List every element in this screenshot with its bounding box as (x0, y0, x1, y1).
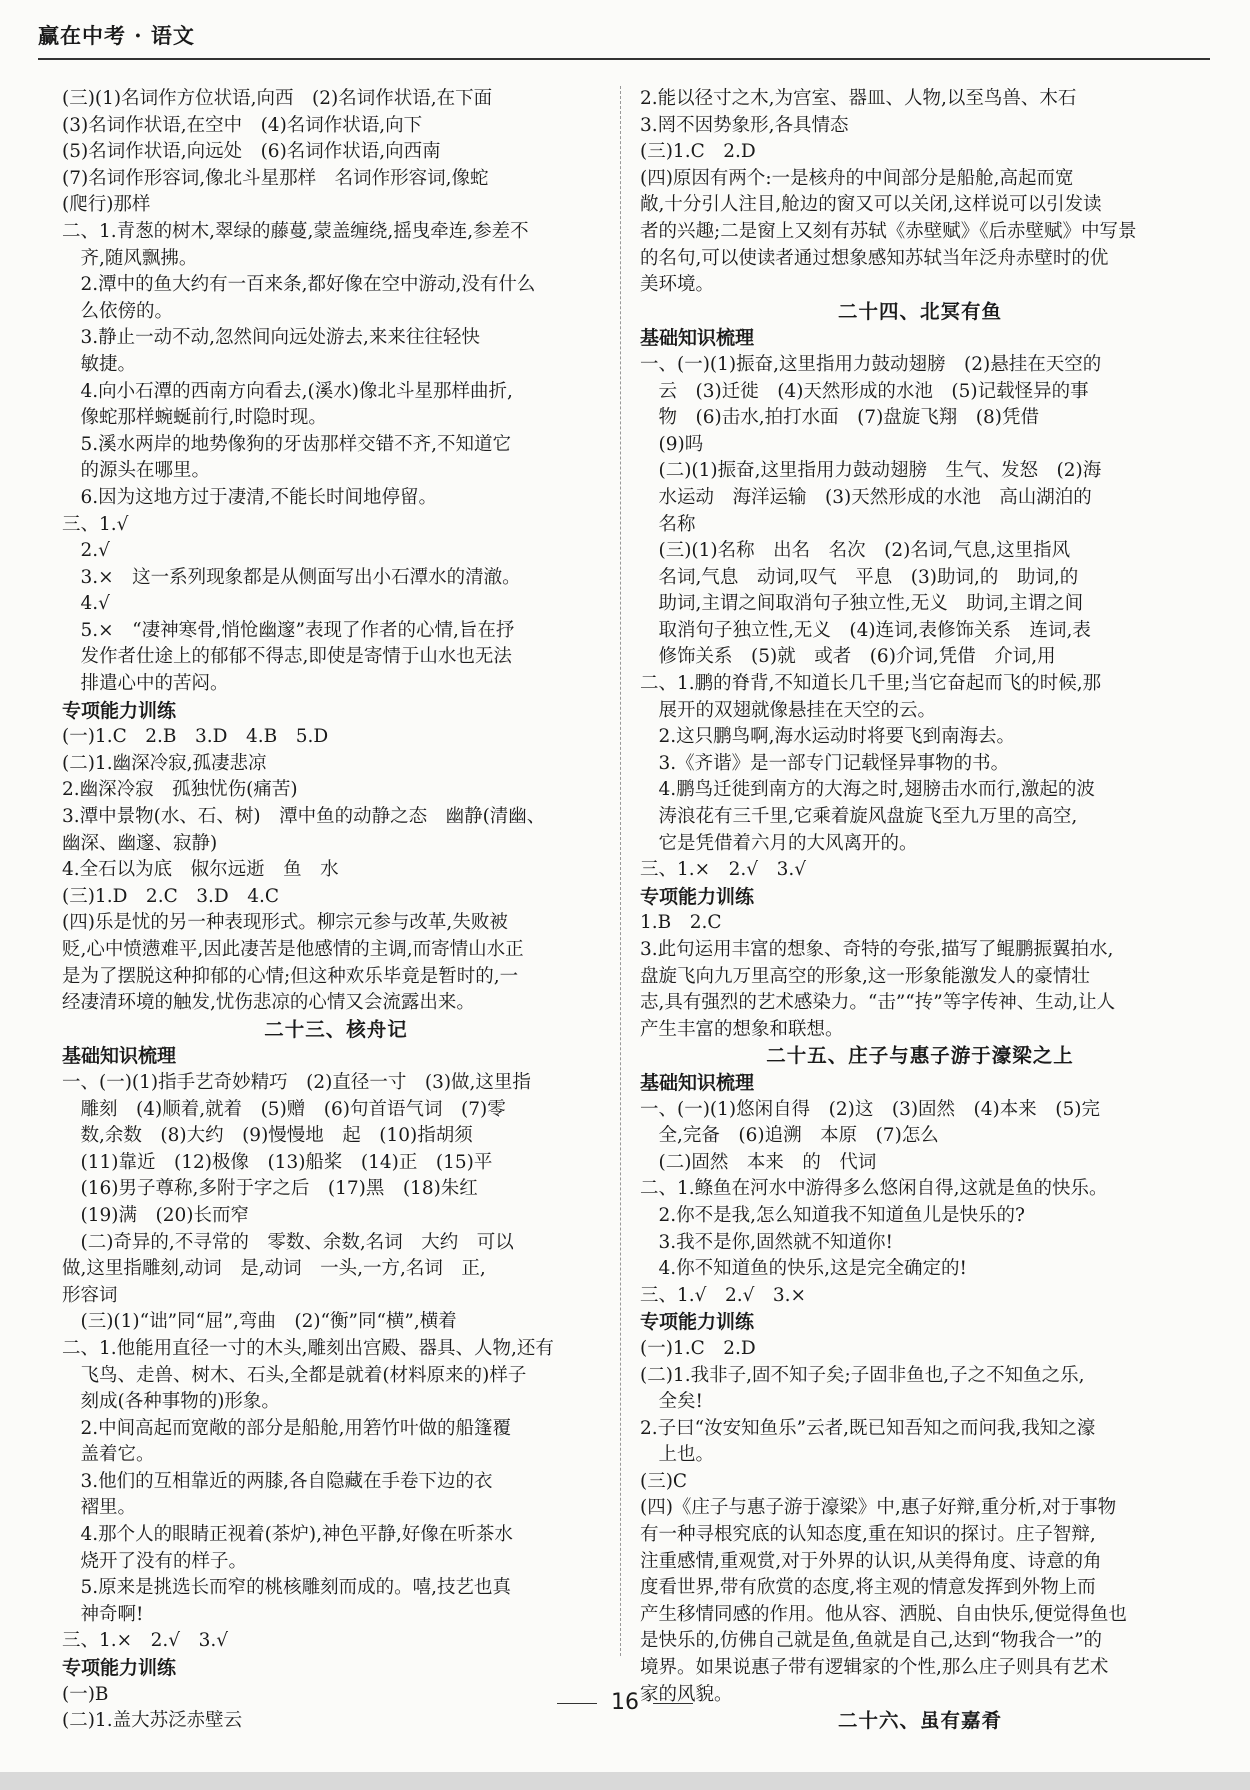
answer-line: 2.潭中的鱼大约有一百来条,都好像在空中游动,没有什么 (62, 274, 536, 296)
answer-line: 全,完备 (6)追溯 本原 (7)怎么 (640, 1125, 939, 1147)
answer-line: (5)名词作状语,向远处 (6)名词作状语,向西南 (62, 141, 441, 163)
answer-line: (三)(1)“诎”同“屈”,弯曲 (2)“衡”同“横”,横着 (62, 1311, 457, 1333)
answer-line: 幽深、幽邃、寂静) (62, 832, 218, 854)
answer-line: 2.你不是我,怎么知道我不知道鱼儿是快乐的? (640, 1204, 1025, 1226)
answer-line: 三、1.√ 2.√ 3.× (640, 1284, 807, 1306)
answer-line: (3)名词作状语,在空中 (4)名词作状语,向下 (62, 114, 423, 136)
column-divider (620, 86, 621, 1656)
answer-line: (三)(1)名词作方位状语,向西 (2)名词作状语,在下面 (62, 88, 493, 109)
answer-line: 5.溪水两岸的地势像狗的牙齿那样交错不齐,不知道它 (62, 433, 512, 455)
answer-line: 家的风貌。 (640, 1683, 733, 1705)
answer-line: (二)1.我非子,固不知子矣;子固非鱼也,子之不知鱼之乐, (640, 1364, 1085, 1386)
answer-line: (16)男子尊称,多附于字之后 (17)黑 (18)朱红 (62, 1178, 478, 1200)
answer-line: 刻成(各种事物的)形象。 (62, 1391, 280, 1413)
answer-line: 2.幽深冷寂 孤独忧伤(痛苦) (62, 779, 298, 801)
answer-line: 3.我不是你,固然就不知道你! (640, 1231, 893, 1253)
subsection-heading: 专项能力训练 (640, 1311, 755, 1334)
subsection-heading: 基础知识梳理 (640, 327, 755, 350)
section-title: 二十六、虽有嘉肴 (837, 1709, 1002, 1733)
section-title: 二十四、北冥有鱼 (837, 299, 1002, 323)
answer-line: 飞鸟、走兽、树木、石头,全都是就着(材料原来的)样子 (62, 1364, 527, 1386)
answer-line: 3.罔不因势象形,各具情态 (640, 114, 849, 136)
answer-line: 数,余数 (8)大约 (9)慢慢地 起 (10)指胡须 (62, 1125, 473, 1147)
answer-line: 的名句,可以使读者通过想象感知苏轼当年泛舟赤壁时的优 (640, 247, 1109, 269)
answer-line: 盘旋飞向九万里高空的形象,这一形象能激发人的豪情壮 (640, 965, 1090, 987)
answer-line: (三)1.D 2.C 3.D 4.C (62, 885, 280, 907)
left-column (62, 86, 610, 1735)
footer-dash-right (653, 1703, 693, 1704)
answer-line: 一、(一)(1)指手艺奇妙精巧 (2)直径一寸 (3)做,这里指 (62, 1071, 531, 1093)
answer-line: 形容词 (62, 1284, 118, 1306)
answer-line: (三)(1)名称 出名 名次 (2)名词,气息,这里指风 (640, 540, 1071, 562)
answer-line: 4.那个人的眼睛正视着(茶炉),神色平静,好像在听茶水 (62, 1524, 513, 1546)
answer-line: 6.因为这地方过于凄清,不能长时间地停留。 (62, 486, 438, 508)
answer-line: 4.向小石潭的西南方向看去,(溪水)像北斗星那样曲折, (62, 380, 513, 402)
answer-line: 贬,心中愤懑难平,因此凄苦是他感情的主调,而寄情山水正 (62, 939, 524, 960)
answer-line: 2.这只鹏鸟啊,海水运动时将要飞到南海去。 (640, 726, 1016, 748)
answer-line: 名称 (640, 513, 696, 535)
answer-line: (一)B (62, 1683, 109, 1705)
answer-line: (11)靠近 (12)极像 (13)船桨 (14)正 (15)平 (62, 1151, 493, 1173)
answer-line: 4.你不知道鱼的快乐,这是完全确定的! (640, 1258, 967, 1280)
answer-line: (四)原因有两个:一是核舟的中间部分是船舱,高起而宽 (640, 167, 1074, 189)
header-rule (38, 58, 1210, 60)
answer-line: 经凄清环境的触发,忧伤悲凉的心情又会流露出来。 (62, 992, 475, 1014)
answer-line: (二)固然 本来 的 代词 (640, 1151, 877, 1173)
answer-line: 4.鹏鸟迁徙到南方的大海之时,翅膀击水而行,激起的波 (640, 779, 1095, 801)
answer-line: 名词,气息 动词,叹气 平息 (3)助词,的 助词,的 (640, 566, 1079, 588)
subsection-heading: 专项能力训练 (640, 885, 755, 908)
answer-line: 褶里。 (62, 1497, 137, 1519)
footer-dash-left (557, 1703, 597, 1704)
subsection-heading: 专项能力训练 (62, 1657, 177, 1680)
answer-line: (一)1.C 2.D (640, 1337, 756, 1359)
answer-line: 3.静止一动不动,忽然间向远处游去,来来往往轻快 (62, 327, 480, 349)
answer-line: 二、1.鹏的脊背,不知道长几千里;当它奋起而飞的时候,那 (640, 673, 1102, 695)
answer-line: (四)乐是忧的另一种表现形式。柳宗元参与改革,失败被 (62, 912, 508, 934)
answer-line: 2.能以径寸之木,为宫室、器皿、人物,以至鸟兽、木石 (640, 88, 1077, 109)
answer-line: 助词,主谓之间取消句子独立性,无义 助词,主谓之间 (640, 593, 1084, 615)
answer-line: 4.全石以为底 俶尔远逝 鱼 水 (62, 859, 339, 881)
answer-line: 境界。如果说惠子带有逻辑家的个性,那么庄子则具有艺术 (640, 1657, 1109, 1679)
answer-line: 它是凭借着六月的大风离开的。 (640, 832, 918, 854)
answer-line: 三、1.√ (62, 513, 129, 535)
answer-line: 敞,十分引人注目,舱边的窗又可以关闭,这样说可以引发读 (640, 194, 1102, 216)
answer-line: 取消句子独立性,无义 (4)连词,表修饰关系 连词,表 (640, 619, 1091, 641)
answer-line: 2.√ (62, 540, 110, 562)
answer-line: 者的兴趣;二是窗上又刻有苏轼《赤壁赋》《后赤壁赋》中写景 (640, 220, 1137, 242)
answer-line: 上也。 (640, 1444, 715, 1466)
answer-line: 美环境。 (640, 274, 715, 296)
answer-line: 做,这里指雕刻,动词 是,动词 一头,一方,名词 正, (62, 1258, 486, 1280)
page-footer (0, 1690, 1250, 1715)
answer-line: 云 (3)迁徙 (4)天然形成的水池 (5)记载怪异的事 (640, 380, 1089, 402)
answer-line: 发作者仕途上的郁郁不得志,即使是寄情于山水也无法 (62, 646, 512, 668)
answer-line: (7)名词作形容词,像北斗星那样 名词作形容词,像蛇 (62, 167, 489, 189)
answer-line: 涛浪花有三千里,它乘着旋风盘旋飞至九万里的高空, (640, 806, 1078, 828)
answer-line: 二、1.鲦鱼在河水中游得多么悠闲自得,这就是鱼的快乐。 (640, 1178, 1108, 1200)
answer-line: 注重感情,重观赏,对于外界的认识,从美得角度、诗意的角 (640, 1550, 1102, 1572)
subsection-heading: 专项能力训练 (62, 699, 177, 722)
answer-line: (二)1.幽深冷寂,孤凄悲凉 (62, 752, 267, 774)
answer-line: 敏捷。 (62, 353, 137, 375)
answer-line: 排遣心中的苦闷。 (62, 673, 229, 695)
answer-line: 雕刻 (4)顺着,就着 (5)赠 (6)句首语气词 (7)零 (62, 1098, 506, 1120)
answer-line: (爬行)那样 (62, 194, 151, 216)
answer-line: (9)吗 (640, 433, 704, 455)
answer-line: 产生移情同感的作用。他从容、洒脱、自由快乐,便觉得鱼也 (640, 1603, 1127, 1625)
answer-line: 修饰关系 (5)就 或者 (6)介词,凭借 介词,用 (640, 646, 1056, 668)
answer-line: 全矣! (640, 1391, 703, 1413)
answer-line: 5.原来是挑选长而窄的桃核雕刻而成的。嘻,技艺也真 (62, 1577, 512, 1599)
answer-line: 么依傍的。 (62, 300, 174, 322)
answer-line: 5.× “凄神寒骨,悄怆幽邃”表现了作者的心情,旨在抒 (62, 619, 515, 641)
answer-line: 1.B 2.C (640, 912, 722, 934)
answer-line: 是快乐的,仿佛自己就是鱼,鱼就是自己,达到“物我合一”的 (640, 1630, 1103, 1652)
answer-line: 有一种寻根究底的认知态度,重在知识的探讨。庄子智辩, (640, 1524, 1096, 1546)
subsection-heading: 基础知识梳理 (640, 1071, 755, 1094)
answer-line: 3.他们的互相靠近的两膝,各自隐藏在手卷下边的衣 (62, 1470, 493, 1492)
answer-line: (一)1.C 2.B 3.D 4.B 5.D (62, 726, 329, 748)
answer-line: 的源头在哪里。 (62, 460, 211, 482)
answer-line: 盖着它。 (62, 1444, 155, 1466)
answer-line: 一、(一)(1)振奋,这里指用力鼓动翅膀 (2)悬挂在天空的 (640, 353, 1102, 375)
answer-line: (四)《庄子与惠子游于濠梁》中,惠子好辩,重分析,对于事物 (640, 1497, 1117, 1519)
answer-line: (19)满 (20)长而窄 (62, 1204, 249, 1226)
answer-line: 3.潭中景物(水、石、树) 潭中鱼的动静之态 幽静(清幽、 (62, 806, 546, 828)
answer-line: 是为了摆脱这种抑郁的心情;但这种欢乐毕竟是暂时的,一 (62, 965, 519, 987)
answer-line: 一、(一)(1)悠闲自得 (2)这 (3)固然 (4)本来 (5)完 (640, 1098, 1100, 1120)
answer-line: 3.此句运用丰富的想象、奇特的夸张,描写了鲲鹏振翼拍水, (640, 939, 1114, 960)
right-column (640, 86, 1200, 1735)
answer-line: 三、1.× 2.√ 3.√ (640, 859, 807, 881)
running-header: 赢在中考 · 语文 (38, 23, 195, 48)
answer-line: 展开的双翅就像悬挂在天空的云。 (640, 699, 937, 721)
section-title: 二十五、庄子与惠子游于濠梁之上 (766, 1044, 1074, 1068)
answer-line: 水运动 海洋运输 (3)天然形成的水池 高山湖泊的 (640, 486, 1092, 508)
answer-line: (二)奇异的,不寻常的 零数、余数,名词 大约 可以 (62, 1231, 514, 1253)
answer-line: (二)1.盖大苏泛赤壁云 (62, 1710, 243, 1732)
answer-line: 像蛇那样蜿蜒前行,时隐时现。 (62, 407, 327, 429)
answer-line: 4.√ (62, 593, 110, 615)
subsection-heading: 基础知识梳理 (62, 1045, 177, 1068)
answer-line: 二、1.他能用直径一寸的木头,雕刻出宫殿、器具、人物,还有 (62, 1337, 554, 1359)
answer-line: 神奇啊! (62, 1603, 144, 1625)
answer-line: 2.子曰“汝安知鱼乐”云者,既已知吾知之而问我,我知之濠 (640, 1417, 1096, 1439)
answer-line: 三、1.× 2.√ 3.√ (62, 1630, 229, 1652)
answer-line: 志,具有强烈的艺术感染力。“击”“抟”等字传神、生动,让人 (640, 992, 1116, 1014)
answer-line: 3.《齐谐》是一部专门记载怪异事物的书。 (640, 752, 1010, 774)
section-title: 二十三、核舟记 (264, 1017, 408, 1041)
page-number: 16 (611, 1690, 639, 1715)
answer-line: 产生丰富的想象和联想。 (640, 1018, 844, 1040)
answer-line: 二、1.青葱的树木,翠绿的藤蔓,蒙盖缠绕,摇曳牵连,参差不 (62, 220, 529, 242)
answer-line: 2.中间高起而宽敞的部分是船舱,用箬竹叶做的船篷覆 (62, 1417, 512, 1439)
answer-line: 度看世界,带有欣赏的态度,将主观的情意发挥到外物上而 (640, 1577, 1096, 1599)
answer-line: (三)C (640, 1470, 688, 1492)
answer-line: 3.× 这一系列现象都是从侧面写出小石潭水的清澈。 (62, 566, 521, 588)
answer-line: 物 (6)击水,拍打水面 (7)盘旋飞翔 (8)凭借 (640, 407, 1039, 429)
scan-edge (0, 1772, 1250, 1790)
answer-line: (二)(1)振奋,这里指用力鼓动翅膀 生气、发怒 (2)海 (640, 460, 1102, 482)
answer-line: 齐,随风飘拂。 (62, 247, 198, 269)
answer-line: 烧开了没有的样子。 (62, 1550, 248, 1572)
answer-line: (三)1.C 2.D (640, 141, 756, 163)
